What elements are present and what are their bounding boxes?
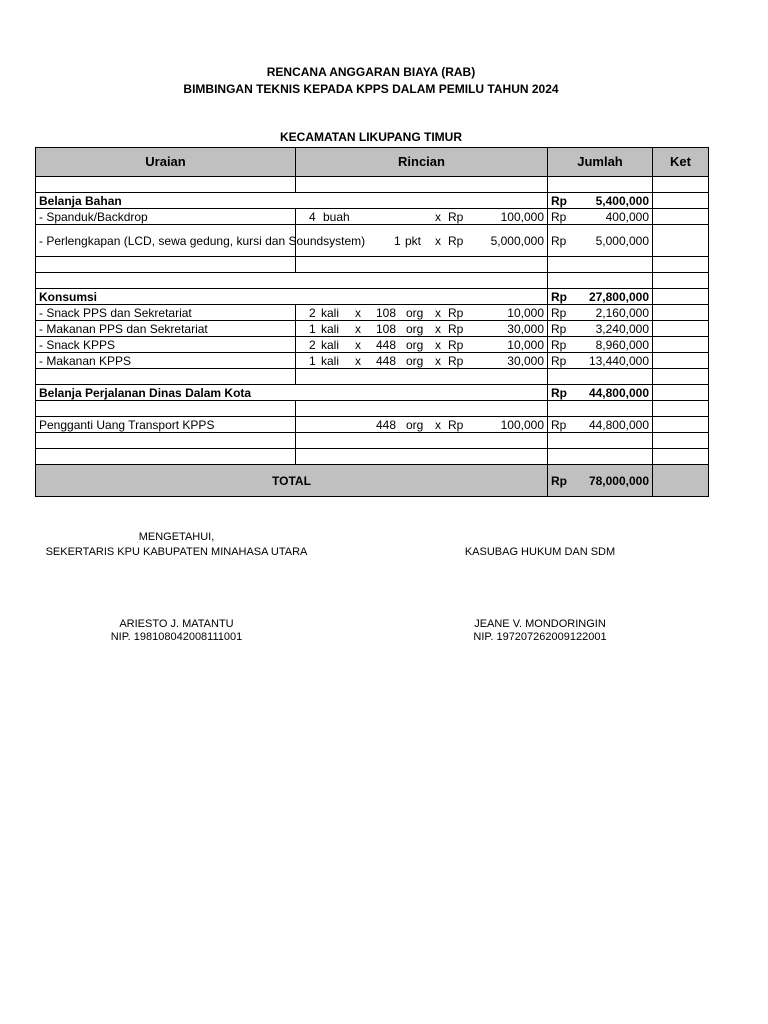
empty-row xyxy=(36,449,709,465)
item-price: 30,000 xyxy=(507,353,544,368)
section-total xyxy=(548,193,653,209)
item-row xyxy=(36,225,709,257)
section-row-konsumsi xyxy=(36,289,709,305)
currency-label: Rp xyxy=(551,193,567,208)
item-rp: Rp xyxy=(448,233,464,248)
item-row xyxy=(36,337,709,353)
item-label: - Perlengkapan (LCD, sewa gedung, kursi dan Soundsystem) xyxy=(36,225,296,257)
item-amount-cell xyxy=(548,353,653,369)
empty-row xyxy=(36,401,709,417)
empty-row xyxy=(36,257,709,273)
item-price: 10,000 xyxy=(507,337,544,352)
item-row xyxy=(36,209,709,225)
item-count: 2 xyxy=(309,305,316,320)
item-people: 108 xyxy=(376,321,397,336)
ket-cell xyxy=(653,465,709,497)
item-amount-cell xyxy=(548,321,653,337)
column-header-ket: Ket xyxy=(653,148,709,177)
item-label: - Makanan PPS dan Sekretariat xyxy=(36,321,296,337)
item-unit: org xyxy=(406,305,424,320)
ket-cell xyxy=(653,321,709,337)
item-row xyxy=(36,353,709,369)
item-unit: kali xyxy=(321,321,340,336)
item-people: 448 xyxy=(376,353,397,368)
section-total xyxy=(548,385,653,401)
section-row-perjalanan xyxy=(36,385,709,401)
item-times: x xyxy=(435,417,441,432)
ket-cell xyxy=(653,353,709,369)
item-times: x xyxy=(435,353,441,368)
item-rp: Rp xyxy=(448,417,464,432)
item-times: x xyxy=(435,209,441,224)
empty-row xyxy=(36,433,709,449)
ket-cell xyxy=(653,305,709,321)
total-label: TOTAL xyxy=(36,465,548,497)
signature-right-nip: NIP. 197207262009122001 xyxy=(473,631,607,643)
signature-left-nip: NIP. 198108042008111001 xyxy=(110,631,243,643)
item-detail xyxy=(296,337,548,353)
item-unit: org xyxy=(406,321,424,336)
item-amount-cell xyxy=(548,209,653,225)
currency-label: Rp xyxy=(551,233,567,248)
currency-label: Rp xyxy=(551,289,567,304)
column-header-uraian: Uraian xyxy=(36,148,296,177)
item-detail xyxy=(296,417,548,433)
item-unit: org xyxy=(406,417,424,432)
item-times: x xyxy=(435,233,441,248)
item-rp: Rp xyxy=(448,321,464,336)
item-amount: 8,960,000 xyxy=(595,337,649,352)
item-amount-cell xyxy=(548,417,653,433)
item-unit: buah xyxy=(323,209,350,224)
item-amount: 2,160,000 xyxy=(595,305,649,320)
section-total-amount: 44,800,000 xyxy=(588,385,649,400)
item-amount-cell xyxy=(548,337,653,353)
currency-label: Rp xyxy=(551,473,567,488)
item-unit: pkt xyxy=(405,233,422,248)
section-title: Belanja Bahan xyxy=(36,193,548,209)
item-row xyxy=(36,417,709,433)
item-amount: 400,000 xyxy=(605,209,649,224)
item-detail xyxy=(296,321,548,337)
item-label: - Spanduk/Backdrop xyxy=(36,209,296,225)
item-price: 10,000 xyxy=(507,305,544,320)
currency-label: Rp xyxy=(551,209,567,224)
item-amount-cell xyxy=(548,305,653,321)
item-price: 100,000 xyxy=(500,209,544,224)
currency-label: Rp xyxy=(551,385,567,400)
column-header-jumlah: Jumlah xyxy=(548,148,653,177)
section-total-amount: 27,800,000 xyxy=(588,289,649,304)
section-total xyxy=(548,289,653,305)
item-people: 448 xyxy=(376,417,397,432)
document-title: RENCANA ANGGARAN BIAYA (RAB) xyxy=(266,65,476,79)
item-times: x xyxy=(355,337,361,352)
item-row xyxy=(36,305,709,321)
item-price: 100,000 xyxy=(500,417,544,432)
item-unit: kali xyxy=(321,337,340,352)
section-row-bahan xyxy=(36,193,709,209)
section-title: Belanja Perjalanan Dinas Dalam Kota xyxy=(36,385,548,401)
item-row xyxy=(36,321,709,337)
signature-left-name: ARIESTO J. MATANTU xyxy=(119,618,234,630)
currency-label: Rp xyxy=(551,337,567,352)
item-times: x xyxy=(435,321,441,336)
item-detail xyxy=(296,305,548,321)
item-amount: 44,800,000 xyxy=(588,417,649,432)
budget-table xyxy=(35,147,709,497)
item-amount-cell xyxy=(548,225,653,257)
item-times: x xyxy=(435,305,441,320)
total-row xyxy=(36,465,709,497)
table-header-row xyxy=(36,148,709,177)
currency-label: Rp xyxy=(551,305,567,320)
item-people: 448 xyxy=(376,337,397,352)
document-subtitle: BIMBINGAN TEKNIS KEPADA KPPS DALAM PEMILU TAHUN 2024 xyxy=(183,82,559,96)
item-amount: 3,240,000 xyxy=(595,321,649,336)
empty-row xyxy=(36,273,709,289)
item-times: x xyxy=(355,321,361,336)
item-detail xyxy=(296,225,548,257)
item-count: 2 xyxy=(309,337,316,352)
item-times: x xyxy=(355,305,361,320)
item-label: - Snack PPS dan Sekretariat xyxy=(36,305,296,321)
item-rp: Rp xyxy=(448,353,464,368)
empty-row xyxy=(36,177,709,193)
item-detail xyxy=(296,209,548,225)
currency-label: Rp xyxy=(551,417,567,432)
ket-cell xyxy=(653,417,709,433)
item-rp: Rp xyxy=(448,305,464,320)
item-unit: kali xyxy=(321,353,340,368)
currency-label: Rp xyxy=(551,353,567,368)
ket-cell xyxy=(653,337,709,353)
item-price: 30,000 xyxy=(507,321,544,336)
item-unit: org xyxy=(406,353,424,368)
ket-cell xyxy=(653,225,709,257)
item-price: 5,000,000 xyxy=(490,233,544,248)
signature-left-acknowledged: MENGETAHUI, xyxy=(138,531,215,543)
total-amount: 78,000,000 xyxy=(588,473,649,488)
item-unit: org xyxy=(406,337,424,352)
item-rp: Rp xyxy=(448,209,464,224)
item-rp: Rp xyxy=(448,337,464,352)
item-detail xyxy=(296,353,548,369)
signature-right-name: JEANE V. MONDORINGIN xyxy=(474,618,606,630)
item-times: x xyxy=(435,337,441,352)
ket-cell xyxy=(653,289,709,305)
item-people: 108 xyxy=(376,305,397,320)
column-header-rincian: Rincian xyxy=(296,148,548,177)
ket-cell xyxy=(653,385,709,401)
item-times: x xyxy=(355,353,361,368)
signature-left-position: SEKERTARIS KPU KABUPATEN MINAHASA UTARA xyxy=(45,546,308,558)
item-label: - Makanan KPPS xyxy=(36,353,296,369)
item-label: - Snack KPPS xyxy=(36,337,296,353)
empty-row xyxy=(36,369,709,385)
item-unit: kali xyxy=(321,305,340,320)
currency-label: Rp xyxy=(551,321,567,336)
item-qty: 4 xyxy=(309,209,316,224)
total-amount-cell xyxy=(548,465,653,497)
ket-cell xyxy=(653,209,709,225)
document-location: KECAMATAN LIKUPANG TIMUR xyxy=(280,130,462,144)
ket-cell xyxy=(653,193,709,209)
item-amount: 13,440,000 xyxy=(588,353,649,368)
item-qty: 1 xyxy=(394,233,401,248)
item-label: Pengganti Uang Transport KPPS xyxy=(36,417,296,433)
item-count: 1 xyxy=(309,321,316,336)
item-count: 1 xyxy=(309,353,316,368)
section-title: Konsumsi xyxy=(36,289,548,305)
signature-right-position: KASUBAG HUKUM DAN SDM xyxy=(464,546,616,558)
item-amount: 5,000,000 xyxy=(595,233,649,248)
section-total-amount: 5,400,000 xyxy=(595,193,649,208)
